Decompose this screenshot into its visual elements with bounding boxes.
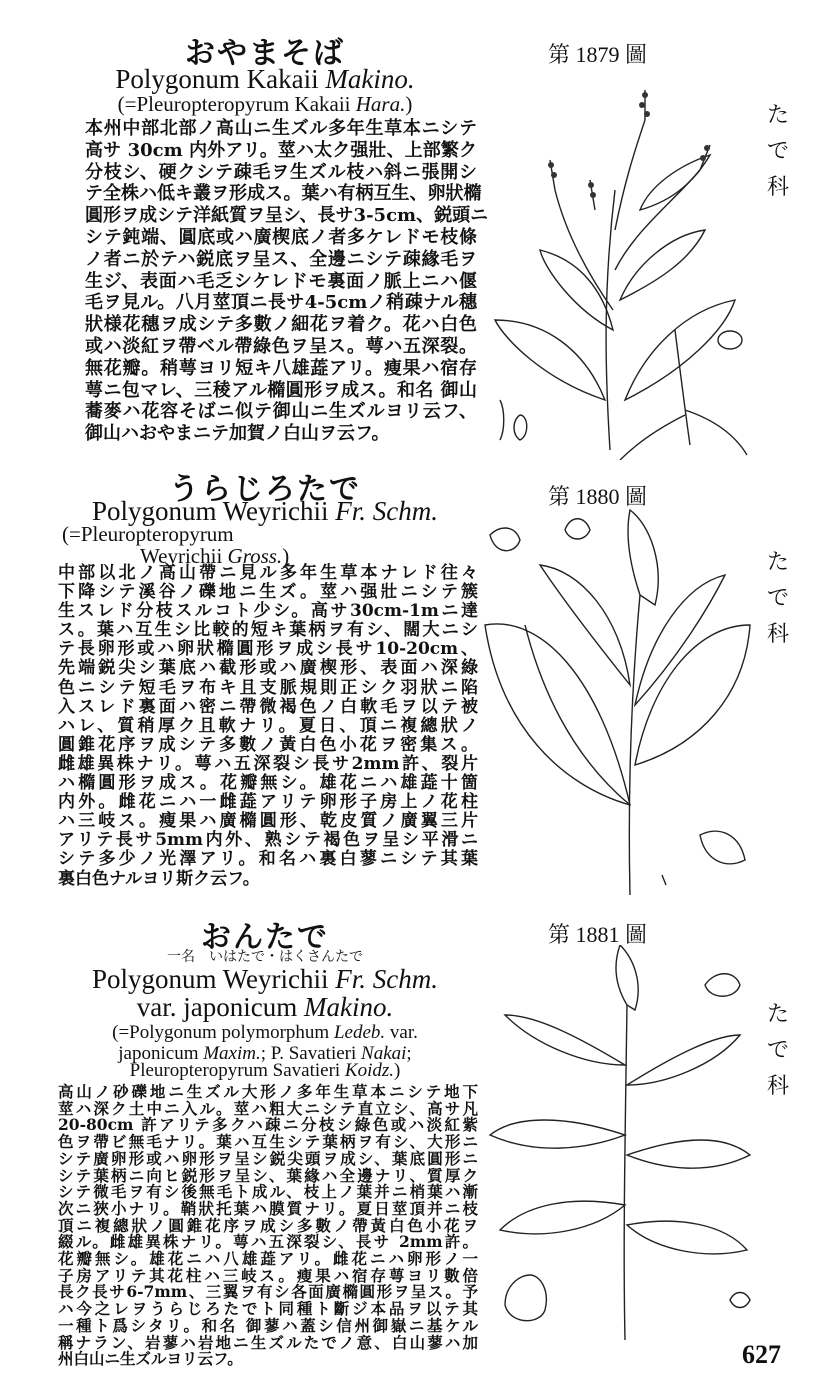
family-char: 科: [766, 1074, 789, 1099]
synonym-author: Gross.: [227, 544, 283, 568]
body-line: 圓形ヲ成シテ洋紙質ヲ呈シ、長サ3-5cm、鋭頭ニ: [85, 205, 489, 227]
family-char: 科: [766, 622, 789, 647]
body-line: 入スレド裏面ハ密ニ帶微褐色ノ白軟毛ヲ以テ被: [58, 696, 478, 717]
figure-label: 第 1880 圖: [548, 484, 648, 509]
entry-body: [58, 1084, 478, 1368]
body-line: 蕎麥ハ花容そばニ似テ御山ニ生ズルヨリ云フ、: [85, 401, 477, 423]
body-line: 中部以北ノ高山帶ニ見ル多年生草本ナレド往々: [58, 563, 478, 583]
body-line: 生ジ、表面ハ毛乏シケレドモ裏面ノ脈上ニハ偃: [85, 270, 477, 292]
entry-body: [58, 564, 478, 889]
body-line: ハ今之レヲうらじろたでト同種ト斷ジ本品ヲ以テ其: [58, 1299, 478, 1319]
synonym-text: ): [394, 1060, 401, 1081]
body-line: 一種ト爲シタリ。和名 御蓼ハ蓋シ信州御嶽ニ基ケル: [58, 1315, 478, 1335]
synonym-name: (=Pleuropteropyrum: [62, 522, 234, 546]
body-line: 高山ノ砂礫地ニ生ズル大形ノ多年生草本ニシテ地下: [58, 1082, 478, 1101]
family-label: [763, 997, 793, 1105]
figure-label: 第 1881 圖: [548, 922, 648, 947]
synonym-text: ; P. Savatieri: [260, 1043, 362, 1064]
variety-epithet: var. japonicum: [136, 992, 298, 1022]
body-line: アリテ長サ5mm内外、熟シテ褐色ヲ呈シ平滑ニ: [58, 830, 478, 851]
latin-author: Makino.: [325, 64, 415, 94]
synonym-text: ;: [406, 1043, 412, 1064]
synonym-text: japonicum: [118, 1043, 204, 1064]
synonym-text: Pleuropteropyrum Savatieri: [129, 1060, 345, 1081]
synonym-close: ): [282, 544, 290, 568]
synonym-line: [55, 1022, 475, 1044]
body-line: 萼ニ包マレ、三稜アル橢圓形ヲ成ス。和名 御山: [85, 379, 477, 401]
body-line: 生スレド分枝スルコト少シ。高サ30cm-1mニ達: [58, 601, 478, 622]
synonym-close: ): [405, 92, 413, 116]
body-line: 本州中部北部ノ高山ニ生ズル多年生草本ニシテ: [85, 118, 477, 139]
synonym-author: Maxim.: [203, 1043, 261, 1064]
body-line: 内外。雌花ニハ一雌蕋アリテ卵形子房上ノ花柱: [58, 792, 478, 813]
body-line: 綴ル。雌雄異株ナリ。萼ハ五深裂シ、長サ 2mm許。: [58, 1232, 478, 1252]
body-line: 色ニシテ短毛ヲ布キ且支脈規則正シク羽狀ニ陷: [58, 677, 478, 698]
body-line: 稱ナラン、岩蓼ハ岩地ニ生ズルたでノ意、白山蓼ハ加: [58, 1332, 478, 1352]
body-line: ハ橢圓形ヲ成ス。花瓣無シ。雄花ニハ雄蕋十箇: [58, 773, 478, 794]
body-line: 高サ 30cm 内外アリ。莖ハ太ク强壯、上部繁ク: [85, 139, 477, 161]
body-line: シテ鈍端、圓底或ハ廣楔底ノ者多ケレドモ枝條: [85, 226, 477, 248]
synonym-author: Nakai: [361, 1043, 407, 1064]
family-char: で: [766, 586, 789, 611]
body-line: 色ヲ帶ビ無毛ナリ。葉ハ互生シテ葉柄ヲ有シ、大形ニ: [58, 1132, 478, 1152]
body-line: 頂ニ複總狀ノ圓錐花序ヲ成シ多數ノ帶黃白色小花ヲ: [58, 1215, 478, 1235]
plant-illustration-1881: [485, 945, 760, 1345]
body-line: シテ多少ノ光澤アリ。和名ハ裏白蓼ニシテ其葉: [58, 849, 478, 870]
latin-author: Fr. Schm.: [335, 496, 439, 526]
body-line: シテ葉柄ニ向ヒ鋭形ヲ呈シ、葉緣ハ全邊ナリ、質厚ク: [58, 1165, 478, 1185]
synonym-author: Hara.: [355, 92, 406, 116]
family-char: た: [766, 550, 789, 575]
body-line: 或ハ淡紅ヲ帶ベル帶綠色ヲ呈ス。萼ハ五深裂。: [85, 335, 477, 357]
synonym-name: (=Pleuropteropyrum Kakaii: [117, 92, 356, 116]
body-line: ス。葉ハ互生シ比較的短キ葉柄ヲ有シ、闊大ニシ: [58, 620, 478, 641]
latin-author: Fr. Schm.: [335, 964, 439, 994]
family-char: で: [766, 139, 789, 164]
plant-illustration-1880: [480, 505, 760, 900]
body-line: 毛ヲ見ル。八月莖頂ニ長サ4-5cmノ稍疎ナル穗: [85, 292, 477, 314]
body-line: 狀様花穗ヲ成シテ多數ノ細花ヲ着ク。花ハ白色: [85, 314, 477, 336]
body-line: 雌雄異株ナリ。萼ハ五深裂シ長サ2mm許、裂片: [58, 753, 478, 774]
body-line: 先端鋭尖シ葉底ハ截形或ハ廣楔形、表面ハ深綠: [58, 658, 478, 679]
family-char: で: [766, 1038, 789, 1063]
body-line: 20-80cm 許アリテ多クハ疎ニ分枝シ綠色或ハ淡紅紫: [58, 1115, 478, 1135]
body-line: 無花瓣。稍萼ヨリ短キ八雄蕋アリ。瘦果ハ宿存: [85, 357, 477, 379]
family-label: [763, 545, 793, 653]
family-char: た: [766, 1002, 789, 1027]
plant-illustration-1879: [485, 70, 755, 460]
alternate-names: 一名 いはたで・はくさんたで: [167, 949, 363, 965]
synonym-text: (=Polygonum polymorphum: [112, 1022, 334, 1043]
body-line: 下降シテ溪谷ノ礫地ニ生ズ。莖ハ强壯ニシテ簇: [58, 582, 478, 603]
synonym-line: [55, 1060, 475, 1082]
body-line: 子房アリテ其花柱ハ三岐ス。瘦果ハ宿存萼ヨリ數倍: [58, 1265, 478, 1285]
entry-body: [85, 118, 489, 445]
body-line: ハレ、質稍厚ク且軟ナリ。夏日、頂ニ複總狀ノ: [58, 715, 478, 736]
latin-name: [55, 964, 475, 995]
body-line: 花瓣無シ。雄花ニハ八雄蕋アリ。雌花ニハ卵形ノ一: [58, 1249, 478, 1269]
family-char: た: [766, 103, 789, 128]
entry-title: おんたで: [201, 920, 329, 955]
body-line: 分枝シ、硬クシテ疎毛ヲ生ズル枝ハ斜ニ張開シ: [85, 161, 477, 183]
synonym: [55, 92, 475, 117]
body-line: テ全株ハ低キ叢ヲ形成ス。葉ハ有柄互生、卵狀橢: [85, 183, 482, 205]
body-line: ハ三岐ス。瘦果ハ廣橢圓形、乾皮質ノ廣翼三片: [58, 811, 478, 832]
entry-title: うらじろたで: [169, 472, 361, 507]
entry-title: おやまそば: [185, 36, 345, 71]
synonym-text: var.: [385, 1022, 418, 1043]
latin-genus: Polygonum Weyrichii: [91, 496, 329, 526]
synonym-author: Ledeb.: [333, 1022, 386, 1043]
body-line: 裏白色ナルヨリ斯ク云フ。: [58, 868, 260, 889]
latin-genus: Polygonum Kakaii: [115, 64, 319, 94]
body-line: 州白山ニ生ズルヨリ云フ。: [58, 1349, 243, 1369]
synonym-epithet: Weyrichii: [140, 544, 228, 568]
synonym-author: Koidz.: [344, 1060, 395, 1081]
body-line: テ長卵形或ハ卵狀橢圓形ヲ成シ長サ10-20cm、: [58, 639, 478, 660]
body-line: 莖ハ深ク土中ニ入ル。莖ハ粗大ニシテ直立シ、高サ凡: [58, 1098, 478, 1118]
body-line: シテ微毛ヲ有シ後無毛ト成ル、枝上ノ葉并ニ梢葉ハ漸: [58, 1182, 478, 1202]
body-line: 次ニ狹小ナリ。鞘狀托葉ハ膜質ナリ。夏日莖頂并ニ枝: [58, 1198, 478, 1218]
family-char: 科: [766, 175, 789, 200]
body-line: ノ者ニ於テハ鋭底ヲ呈ス、全邊ニシテ疎緣毛ヲ: [85, 248, 477, 270]
latin-name: [55, 64, 475, 95]
family-label: [763, 98, 793, 206]
body-line: 長ク長サ6-7mm、三翼ヲ有シ各面廣橢圓形ヲ呈ス。予: [58, 1282, 478, 1302]
variety-name: [55, 992, 475, 1023]
body-line: 圓錐花序ヲ成シテ多數ノ黃白色小花ヲ密集ス。: [58, 734, 478, 755]
figure-label: 第 1879 圖: [548, 42, 648, 67]
latin-genus: Polygonum Weyrichii: [91, 964, 329, 994]
page-number: 627: [742, 1340, 781, 1369]
body-line: 御山ハおやまニテ加賀ノ白山ヲ云フ。: [85, 423, 390, 445]
variety-author: Makino.: [303, 992, 394, 1022]
body-line: シテ廣卵形或ハ卵形ヲ呈シ鋭尖頭ヲ成シ、葉底圓形ニ: [58, 1148, 478, 1168]
